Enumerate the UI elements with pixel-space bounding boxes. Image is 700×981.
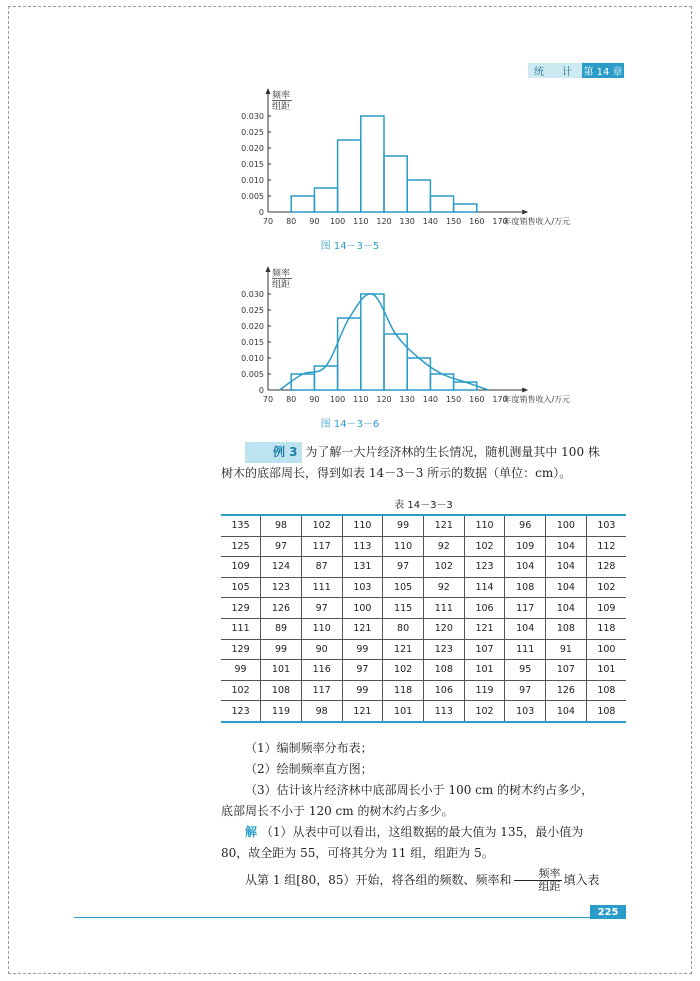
table-cell: 97 [505,680,546,701]
y-axis-arrow [266,88,271,94]
histogram-chart-2 [228,264,628,410]
example-text-2: 树木的底部周长，得到如表 14－3－3 所示的数据（单位：cm）。 [221,466,572,480]
table-cell: 118 [586,618,626,639]
table-cell: 107 [546,660,587,681]
x-tick-label: 120 [376,217,392,226]
x-axis-arrow [522,210,528,215]
table-cell: 80 [383,618,424,639]
table-cell: 103 [586,515,626,536]
table-row [221,660,626,681]
table-cell: 110 [342,515,383,536]
table-row [221,639,626,660]
table-cell: 121 [464,618,505,639]
table-cell: 102 [301,515,342,536]
table-cell: 101 [586,660,626,681]
table-cell: 121 [383,639,424,660]
table-cell: 108 [261,680,302,701]
table-row [221,557,626,578]
y-axis-label-bottom: 组距 [272,102,291,112]
x-tick-label: 80 [286,217,297,226]
x-tick-label: 170 [492,217,508,226]
table-cell: 104 [505,618,546,639]
table-cell: 105 [221,577,261,598]
table-cell: 114 [464,577,505,598]
histogram-bar [361,294,384,390]
table-cell: 111 [505,639,546,660]
y-axis-label-top: 频率 [272,269,291,279]
table-cell: 121 [342,701,383,722]
table-cell: 99 [261,639,302,660]
table-cell: 108 [586,701,626,722]
question-2: （2）绘制频率直方图； [245,762,373,776]
y-tick-label: 0 [258,208,264,217]
x-tick-label: 170 [492,395,508,404]
x-tick-label: 140 [422,217,439,226]
table-cell: 102 [464,701,505,722]
x-tick-label: 100 [329,217,346,226]
fraction-numerator: 频率 [514,868,562,881]
histogram-bar [314,188,337,212]
table-cell: 128 [586,557,626,578]
x-axis-label: 年度销售收入/万元 [503,217,571,226]
x-axis-arrow [522,388,528,393]
y-tick-label: 0.020 [241,322,264,331]
x-tick-label: 100 [329,395,346,404]
solution-block [221,822,626,893]
y-tick-label: 0.020 [241,144,264,153]
solution-line-3a: 从第 1 组[80，85）开始，将各组的频数、频率和 [245,873,512,887]
table-cell: 121 [342,618,383,639]
table-cell: 99 [383,515,424,536]
table-cell: 135 [221,515,261,536]
table-cell: 121 [423,515,464,536]
table-cell: 123 [464,557,505,578]
histogram-bar [338,140,361,212]
y-tick-label: 0.030 [241,290,264,299]
table-cell: 102 [423,557,464,578]
table-row [221,701,626,722]
table-cell: 125 [221,536,261,557]
histogram-bar [454,204,477,212]
table-cell: 109 [586,598,626,619]
table-cell: 97 [342,660,383,681]
table-cell: 108 [586,680,626,701]
histogram-bar [314,366,337,390]
figure-caption-1: 图 14－3－5 [320,241,380,252]
y-tick-label: 0.015 [241,338,264,347]
table-cell: 102 [221,680,261,701]
table-cell: 104 [546,557,587,578]
y-tick-label: 0 [258,386,264,395]
table-cell: 106 [464,598,505,619]
table-cell: 102 [586,577,626,598]
table-cell: 108 [423,660,464,681]
table-cell: 101 [261,660,302,681]
question-3-line-1: （3）估计该片经济林中底部周长小于 100 cm 的树木约占多少， [245,783,594,797]
histogram-bar [407,358,430,390]
table-cell: 105 [383,577,424,598]
table-cell: 102 [383,660,424,681]
table-cell: 117 [301,680,342,701]
table-cell: 112 [586,536,626,557]
table-cell: 129 [221,598,261,619]
table-row [221,598,626,619]
y-tick-label: 0.005 [241,192,264,201]
table-cell: 91 [546,639,587,660]
table-cell: 111 [221,618,261,639]
table-cell: 90 [301,639,342,660]
example-paragraph [221,442,626,484]
question-3-line-2: 底部周长不小于 120 cm 的树木约占多少。 [221,804,454,818]
example-label: 例 3 [245,442,302,463]
table-cell: 124 [261,557,302,578]
histogram-bar [361,116,384,212]
table-cell: 120 [423,618,464,639]
y-tick-label: 0.025 [241,306,264,315]
histogram-bar [384,156,407,212]
table-cell: 119 [464,680,505,701]
x-axis-label: 年度销售收入/万元 [503,395,571,404]
table-cell: 113 [423,701,464,722]
table-cell: 119 [261,701,302,722]
table-cell: 99 [342,680,383,701]
questions-block [221,738,626,822]
page-number: 225 [590,905,626,919]
x-tick-label: 150 [445,395,462,404]
table-cell: 108 [546,618,587,639]
table-cell: 110 [301,618,342,639]
table-cell: 129 [221,639,261,660]
histogram-chart-1 [228,86,628,232]
table-row [221,515,626,536]
solution-line-1: （1）从表中可以看出，这组数据的最大值为 135，最小值为 [260,825,584,839]
histogram-bar [407,180,430,212]
footer-rule [74,917,626,918]
histogram-bar [384,334,407,390]
x-tick-label: 140 [422,395,439,404]
x-tick-label: 80 [286,395,297,404]
table-cell: 107 [464,639,505,660]
table-cell: 92 [423,577,464,598]
data-table [221,514,626,723]
y-tick-label: 0.010 [241,354,264,363]
y-tick-label: 0.010 [241,176,264,185]
histogram-bar [430,374,453,390]
x-tick-label: 160 [469,395,485,404]
table-cell: 113 [342,536,383,557]
table-cell: 100 [342,598,383,619]
table-cell: 131 [342,557,383,578]
y-axis-label-bottom: 组距 [272,280,291,290]
table-cell: 92 [423,536,464,557]
histogram-bar [430,196,453,212]
table-row [221,618,626,639]
table-cell: 106 [423,680,464,701]
table-cell: 117 [301,536,342,557]
table-cell: 126 [261,598,302,619]
solution-line-2: 80，故全距为 55，可将其分为 11 组，组距为 5。 [221,846,494,860]
x-tick-label: 90 [309,217,320,226]
table-cell: 123 [423,639,464,660]
table-row [221,680,626,701]
table-cell: 104 [546,536,587,557]
solution-line-3b: 填入表 [563,873,600,887]
x-tick-label: 90 [309,395,320,404]
table-cell: 111 [423,598,464,619]
chapter-header [528,63,624,78]
table-title: 表 14－3－3 [394,500,453,511]
table-cell: 109 [505,536,546,557]
y-axis-arrow [266,266,271,272]
example-text-1: 为了解一大片经济林的生长情况，随机测量其中 100 株 [305,445,600,459]
table-cell: 104 [546,577,587,598]
x-tick-label: 130 [399,395,415,404]
table-cell: 115 [383,598,424,619]
x-tick-label: 110 [353,217,369,226]
x-tick-label: 130 [399,217,415,226]
y-tick-label: 0.025 [241,128,264,137]
table-cell: 118 [383,680,424,701]
table-cell: 110 [464,515,505,536]
table-cell: 101 [383,701,424,722]
histogram-bar [291,196,314,212]
table-cell: 102 [464,536,505,557]
x-tick-label: 120 [376,395,392,404]
x-tick-label: 150 [445,217,462,226]
table-cell: 98 [301,701,342,722]
y-tick-label: 0.030 [241,112,264,121]
histogram-bar [454,382,477,390]
histogram-bar [291,374,314,390]
table-cell: 97 [261,536,302,557]
table-cell: 103 [505,701,546,722]
chapter-label: 第 14 章 [582,63,624,78]
table-cell: 116 [301,660,342,681]
x-tick-label: 110 [353,395,369,404]
table-cell: 99 [342,639,383,660]
y-tick-label: 0.005 [241,370,264,379]
table-row [221,536,626,557]
figure-caption-2: 图 14－3－6 [320,419,380,430]
fraction-frequency-over-width [514,868,562,893]
table-cell: 108 [505,577,546,598]
table-cell: 99 [221,660,261,681]
table-cell: 97 [383,557,424,578]
table-cell: 104 [546,701,587,722]
table-cell: 104 [505,557,546,578]
x-tick-label: 70 [262,217,274,226]
table-cell: 95 [505,660,546,681]
table-cell: 111 [301,577,342,598]
table-cell: 98 [261,515,302,536]
y-tick-label: 0.015 [241,160,264,169]
solution-label: 解 [245,825,258,839]
table-cell: 103 [342,577,383,598]
table-row [221,577,626,598]
table-cell: 100 [586,639,626,660]
table-cell: 117 [505,598,546,619]
table-cell: 87 [301,557,342,578]
table-cell: 123 [221,701,261,722]
section-label: 统 计 [528,63,582,78]
table-cell: 97 [301,598,342,619]
table-cell: 89 [261,618,302,639]
table-cell: 101 [464,660,505,681]
histogram-bar [338,318,361,390]
x-tick-label: 160 [469,217,485,226]
table-cell: 123 [261,577,302,598]
table-cell: 104 [546,598,587,619]
question-1: （1）编制频率分布表； [245,741,373,755]
fraction-denominator: 组距 [538,880,561,893]
table-cell: 96 [505,515,546,536]
table-cell: 126 [546,680,587,701]
x-tick-label: 70 [262,395,274,404]
table-cell: 109 [221,557,261,578]
table-cell: 110 [383,536,424,557]
y-axis-label-top: 频率 [272,91,291,101]
table-cell: 100 [546,515,587,536]
